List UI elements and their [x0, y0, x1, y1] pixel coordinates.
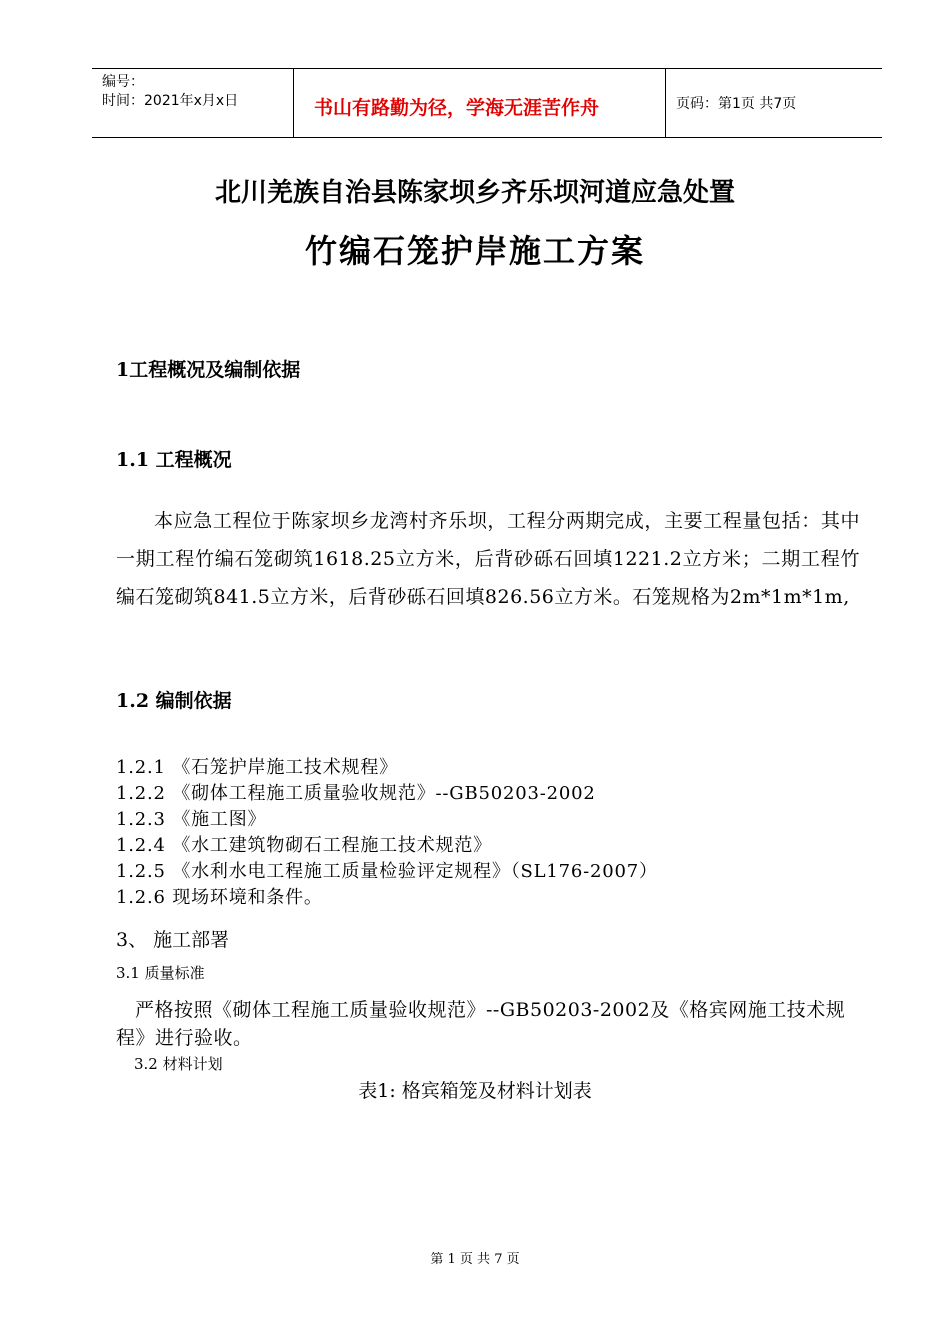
page-header — [92, 68, 882, 138]
section-1-1-body: 本应急工程位于陈家坝乡龙湾村齐乐坝，工程分两期完成，主要工程量包括：其中一期工程竹编石笼砌筑1618.25立方米，后背砂砾石回填1221.2立方米；二期工程竹编石笼砌筑841.5立方米，后背砂砾石回填826.56立方米。石笼规格为2m*1m*1m, — [116, 510, 860, 608]
section-1-heading: 1工程概况及编制依据 — [116, 359, 301, 381]
reference-item: 1.2.6 现场环境和条件。 — [116, 887, 323, 908]
section-3-1-heading: 3.1 质量标准 — [116, 964, 205, 982]
section-3-1-body: 严格按照《砌体工程施工质量验收规范》--GB50203-2002及《格宾网施工技术规程》进行验收。 — [116, 999, 846, 1049]
section-1-1-heading: 1.1 工程概况 — [116, 449, 232, 471]
reference-item: 1.2.4 《水工建筑物砌石工程施工技术规范》 — [116, 835, 492, 856]
reference-item: 1.2.1 《石笼护岸施工技术规程》 — [116, 757, 398, 778]
page-footer: 第 1 页 共 7 页 — [430, 1252, 520, 1267]
serial-number-label: 编号： — [102, 74, 144, 90]
header-info-cell — [92, 69, 294, 137]
section-3-heading: 3、 施工部署 — [116, 929, 230, 951]
reference-item: 1.2.5 《水利水电工程施工质量检验评定规程》（SL176-2007） — [116, 861, 658, 882]
section-1-2-heading: 1.2 编制依据 — [116, 690, 232, 712]
page-number-label: 页码：第1页 共7页 — [676, 96, 797, 112]
document-title-line1: 北川羌族自治县陈家坝乡齐乐坝河道应急处置 — [214, 178, 735, 208]
reference-item: 1.2.2 《砌体工程施工质量验收规范》--GB50203-2002 — [116, 783, 596, 804]
header-motto-cell — [294, 69, 666, 137]
table-caption: 表1: 格宾箱笼及材料计划表 — [358, 1080, 592, 1102]
date-label: 时间：2021年x月x日 — [102, 93, 239, 109]
reference-item: 1.2.3 《施工图》 — [116, 809, 267, 830]
section-3-2-heading: 3.2 材料计划 — [134, 1055, 223, 1073]
motto-text: 书山有路勤为径，学海无涯苦作舟 — [314, 97, 600, 119]
document-title-line2: 竹编石笼护岸施工方案 — [304, 232, 645, 270]
header-page-cell — [666, 69, 882, 137]
